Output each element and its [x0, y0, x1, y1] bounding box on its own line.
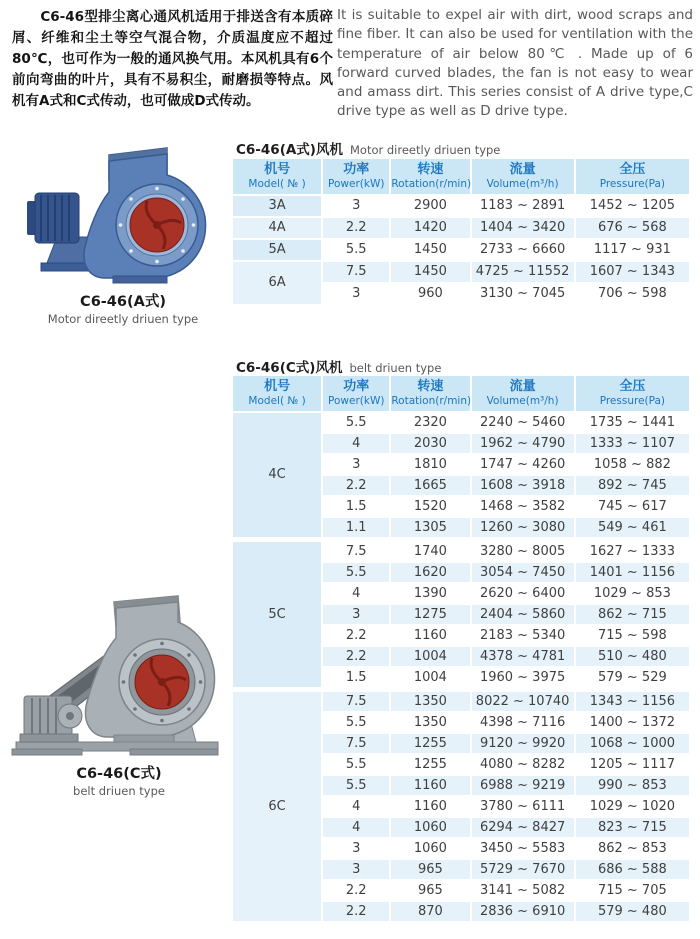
table-cell: 1117 ~ 931 — [576, 240, 689, 260]
spec-table-c — [231, 374, 691, 923]
table-cell: 1747 ~ 4260 — [472, 455, 574, 474]
table-cell: 2.2 — [323, 647, 389, 666]
table-cell: 3054 ~ 7450 — [472, 563, 574, 582]
table-cell: 1390 — [391, 584, 469, 603]
table-cell: 1160 — [391, 776, 469, 795]
table-cell: 1962 ~ 4790 — [472, 434, 574, 453]
table-cell: 1627 ~ 1333 — [576, 542, 689, 561]
table-cell: 3 — [323, 860, 389, 879]
column-header: 功率 Power(kW) — [323, 159, 389, 194]
fan-c-caption-en: belt driuen type — [73, 784, 165, 798]
table-cell: 5.5 — [323, 563, 389, 582]
model-cell: 3A — [233, 196, 321, 216]
column-header: 流量 Volume(m³/h) — [472, 376, 574, 411]
column-header: 全压 Pressure(Pa) — [576, 159, 689, 194]
table-cell: 1450 — [391, 262, 469, 282]
table-cell: 676 ~ 568 — [576, 218, 689, 238]
table-cell: 745 ~ 617 — [576, 497, 689, 516]
table-cell: 1401 ~ 1156 — [576, 563, 689, 582]
table-cell: 1058 ~ 882 — [576, 455, 689, 474]
table-cell: 3 — [323, 605, 389, 624]
table-cell: 960 — [391, 284, 469, 304]
table-cell: 4378 ~ 4781 — [472, 647, 574, 666]
table-cell: 686 ~ 588 — [576, 860, 689, 879]
table-cell: 1343 ~ 1156 — [576, 692, 689, 711]
table-cell: 2.2 — [323, 218, 389, 238]
column-header: 全压 Pressure(Pa) — [576, 376, 689, 411]
table-cell: 1735 ~ 1441 — [576, 413, 689, 432]
fan-a-caption — [18, 290, 228, 326]
table-cell: 1468 ~ 3582 — [472, 497, 574, 516]
table-cell: 1004 — [391, 668, 469, 687]
table-cell: 892 ~ 745 — [576, 476, 689, 495]
table-cell: 1810 — [391, 455, 469, 474]
table-cell: 1620 — [391, 563, 469, 582]
table-cell: 1068 ~ 1000 — [576, 734, 689, 753]
intro-english: It is suitable to expel air with dirt, wood scraps and fine fiber. It can also be used for ventilation with the temperature of air below 80℃ . Made up of 6 forward curved blades, the fan is not easy to wear and amass dirt. This series consist of A drive type,C drive type as well as D drive type. — [337, 7, 693, 120]
spacer-cell — [233, 689, 689, 690]
table-cell: 2733 ~ 6660 — [472, 240, 574, 260]
table-cell: 2.2 — [323, 626, 389, 645]
table-cell: 870 — [391, 902, 469, 921]
table-cell: 706 ~ 598 — [576, 284, 689, 304]
table-cell: 5729 ~ 7670 — [472, 860, 574, 879]
table-cell: 965 — [391, 860, 469, 879]
table-cell: 1183 ~ 2891 — [472, 196, 574, 216]
spec-table-a — [231, 157, 691, 306]
table-cell: 3 — [323, 455, 389, 474]
table-cell: 1255 — [391, 755, 469, 774]
table-cell: 2620 ~ 6400 — [472, 584, 574, 603]
table-cell: 1205 ~ 1117 — [576, 755, 689, 774]
table-cell: 965 — [391, 881, 469, 900]
table-row — [233, 196, 689, 216]
fan-c-illustration — [10, 594, 228, 760]
table-cell: 4 — [323, 584, 389, 603]
table-cell: 3 — [323, 284, 389, 304]
model-cell: 4A — [233, 218, 321, 238]
table-c-title — [236, 356, 441, 376]
table-cell: 7.5 — [323, 734, 389, 753]
table-cell: 3 — [323, 196, 389, 216]
table-cell: 1420 — [391, 218, 469, 238]
table-cell: 579 ~ 529 — [576, 668, 689, 687]
spacer-cell — [233, 539, 689, 540]
header-row — [233, 376, 689, 411]
fan-c-figure — [6, 594, 232, 798]
table-cell: 1.1 — [323, 518, 389, 537]
table-cell: 823 ~ 715 — [576, 818, 689, 837]
table-cell: 1060 — [391, 839, 469, 858]
table-cell: 7.5 — [323, 692, 389, 711]
fan-c-caption — [6, 762, 232, 798]
table-cell: 1029 ~ 1020 — [576, 797, 689, 816]
table-cell: 1607 ~ 1343 — [576, 262, 689, 282]
table-cell: 5.5 — [323, 776, 389, 795]
table-cell: 1740 — [391, 542, 469, 561]
column-header: 机号 Model( № ) — [233, 159, 321, 194]
table-row — [233, 542, 689, 561]
table-cell: 2.2 — [323, 881, 389, 900]
table-cell: 1160 — [391, 626, 469, 645]
table-cell: 5.5 — [323, 240, 389, 260]
table-cell: 3130 ~ 7045 — [472, 284, 574, 304]
table-cell: 1608 ~ 3918 — [472, 476, 574, 495]
table-row — [233, 413, 689, 432]
table-cell: 2.2 — [323, 476, 389, 495]
table-cell: 1004 — [391, 647, 469, 666]
table-cell: 2900 — [391, 196, 469, 216]
table-cell: 3450 ~ 5583 — [472, 839, 574, 858]
table-cell: 4398 ~ 7116 — [472, 713, 574, 732]
table-cell: 715 ~ 705 — [576, 881, 689, 900]
model-cell: 6A — [233, 262, 321, 304]
fan-c-caption-zh: C6-46(C式) — [76, 766, 162, 782]
table-cell: 1350 — [391, 692, 469, 711]
table-cell: 6294 ~ 8427 — [472, 818, 574, 837]
table-cell: 2836 ~ 6910 — [472, 902, 574, 921]
table-cell: 3780 ~ 6111 — [472, 797, 574, 816]
header-row — [233, 159, 689, 194]
column-header: 转速 Rotation(r/min) — [391, 159, 469, 194]
table-cell: 1.5 — [323, 668, 389, 687]
table-a-title — [236, 138, 500, 158]
table-cell: 862 ~ 715 — [576, 605, 689, 624]
table-cell: 2183 ~ 5340 — [472, 626, 574, 645]
fan-a-caption-zh: C6-46(A式) — [80, 294, 166, 310]
table-cell: 1160 — [391, 797, 469, 816]
table-cell: 1.5 — [323, 497, 389, 516]
table-cell: 5.5 — [323, 413, 389, 432]
table-cell: 2.2 — [323, 902, 389, 921]
table-cell: 4080 ~ 8282 — [472, 755, 574, 774]
group-spacer — [233, 689, 689, 690]
table-cell: 1060 — [391, 818, 469, 837]
column-header: 流量 Volume(m³/h) — [472, 159, 574, 194]
table-row — [233, 240, 689, 260]
table-cell: 4725 ~ 11552 — [472, 262, 574, 282]
table-cell: 1404 ~ 3420 — [472, 218, 574, 238]
table-c-title-en: belt driuen type — [349, 361, 442, 375]
column-header: 转速 Rotation(r/min) — [391, 376, 469, 411]
table-cell: 715 ~ 598 — [576, 626, 689, 645]
table-cell: 1305 — [391, 518, 469, 537]
table-cell: 1450 — [391, 240, 469, 260]
model-cell: 4C — [233, 413, 321, 537]
table-cell: 1400 ~ 1372 — [576, 713, 689, 732]
table-cell: 7.5 — [323, 262, 389, 282]
table-row — [233, 262, 689, 282]
model-cell: 5A — [233, 240, 321, 260]
table-cell: 5.5 — [323, 713, 389, 732]
fan-a-figure — [18, 145, 228, 326]
table-cell: 510 ~ 480 — [576, 647, 689, 666]
table-cell: 1350 — [391, 713, 469, 732]
table-cell: 5.5 — [323, 755, 389, 774]
table-cell: 1452 ~ 1205 — [576, 196, 689, 216]
table-cell: 4 — [323, 797, 389, 816]
table-cell: 3 — [323, 839, 389, 858]
intro-chinese: C6-46型排尘离心通风机适用于排送含有本质碎屑、纤维和尘土等空气混合物，介质温度应不超过80℃，也可作为一般的通风换气用。本风机具有6个前向弯曲的叶片，具有不易积尘，耐磨损等特点。风机有A式和C式传动，也可做成D式传动。 — [12, 9, 333, 110]
fan-a-caption-en: Motor direetly driuen type — [47, 312, 199, 326]
column-header: 机号 Model( № ) — [233, 376, 321, 411]
table-cell: 8022 ~ 10740 — [472, 692, 574, 711]
table-a-title-zh: C6-46(A式)风机 — [236, 142, 343, 158]
group-spacer — [233, 539, 689, 540]
table-cell: 2320 — [391, 413, 469, 432]
table-row — [233, 218, 689, 238]
table-cell: 2240 ~ 5460 — [472, 413, 574, 432]
table-c-title-zh: C6-46(C式)风机 — [236, 360, 343, 376]
table-cell: 4 — [323, 434, 389, 453]
table-a-title-en: Motor direetly driuen type — [349, 143, 501, 157]
table-cell: 2404 ~ 5860 — [472, 605, 574, 624]
table-cell: 4 — [323, 818, 389, 837]
table-cell: 1333 ~ 1107 — [576, 434, 689, 453]
table-cell: 990 ~ 853 — [576, 776, 689, 795]
table-cell: 7.5 — [323, 542, 389, 561]
table-cell: 862 ~ 853 — [576, 839, 689, 858]
table-cell: 3280 ~ 8005 — [472, 542, 574, 561]
table-row — [233, 692, 689, 711]
table-cell: 1960 ~ 3975 — [472, 668, 574, 687]
fan-a-illustration — [23, 145, 223, 288]
table-cell: 549 ~ 461 — [576, 518, 689, 537]
table-cell: 579 ~ 480 — [576, 902, 689, 921]
table-cell: 2030 — [391, 434, 469, 453]
model-cell: 6C — [233, 692, 321, 921]
table-cell: 1665 — [391, 476, 469, 495]
table-cell: 3141 ~ 5082 — [472, 881, 574, 900]
table-cell: 1275 — [391, 605, 469, 624]
table-cell: 9120 ~ 9920 — [472, 734, 574, 753]
table-cell: 1260 ~ 3080 — [472, 518, 574, 537]
table-cell: 1029 ~ 853 — [576, 584, 689, 603]
model-cell: 5C — [233, 542, 321, 687]
table-cell: 1520 — [391, 497, 469, 516]
column-header: 功率 Power(kW) — [323, 376, 389, 411]
table-cell: 6988 ~ 9219 — [472, 776, 574, 795]
table-cell: 1255 — [391, 734, 469, 753]
